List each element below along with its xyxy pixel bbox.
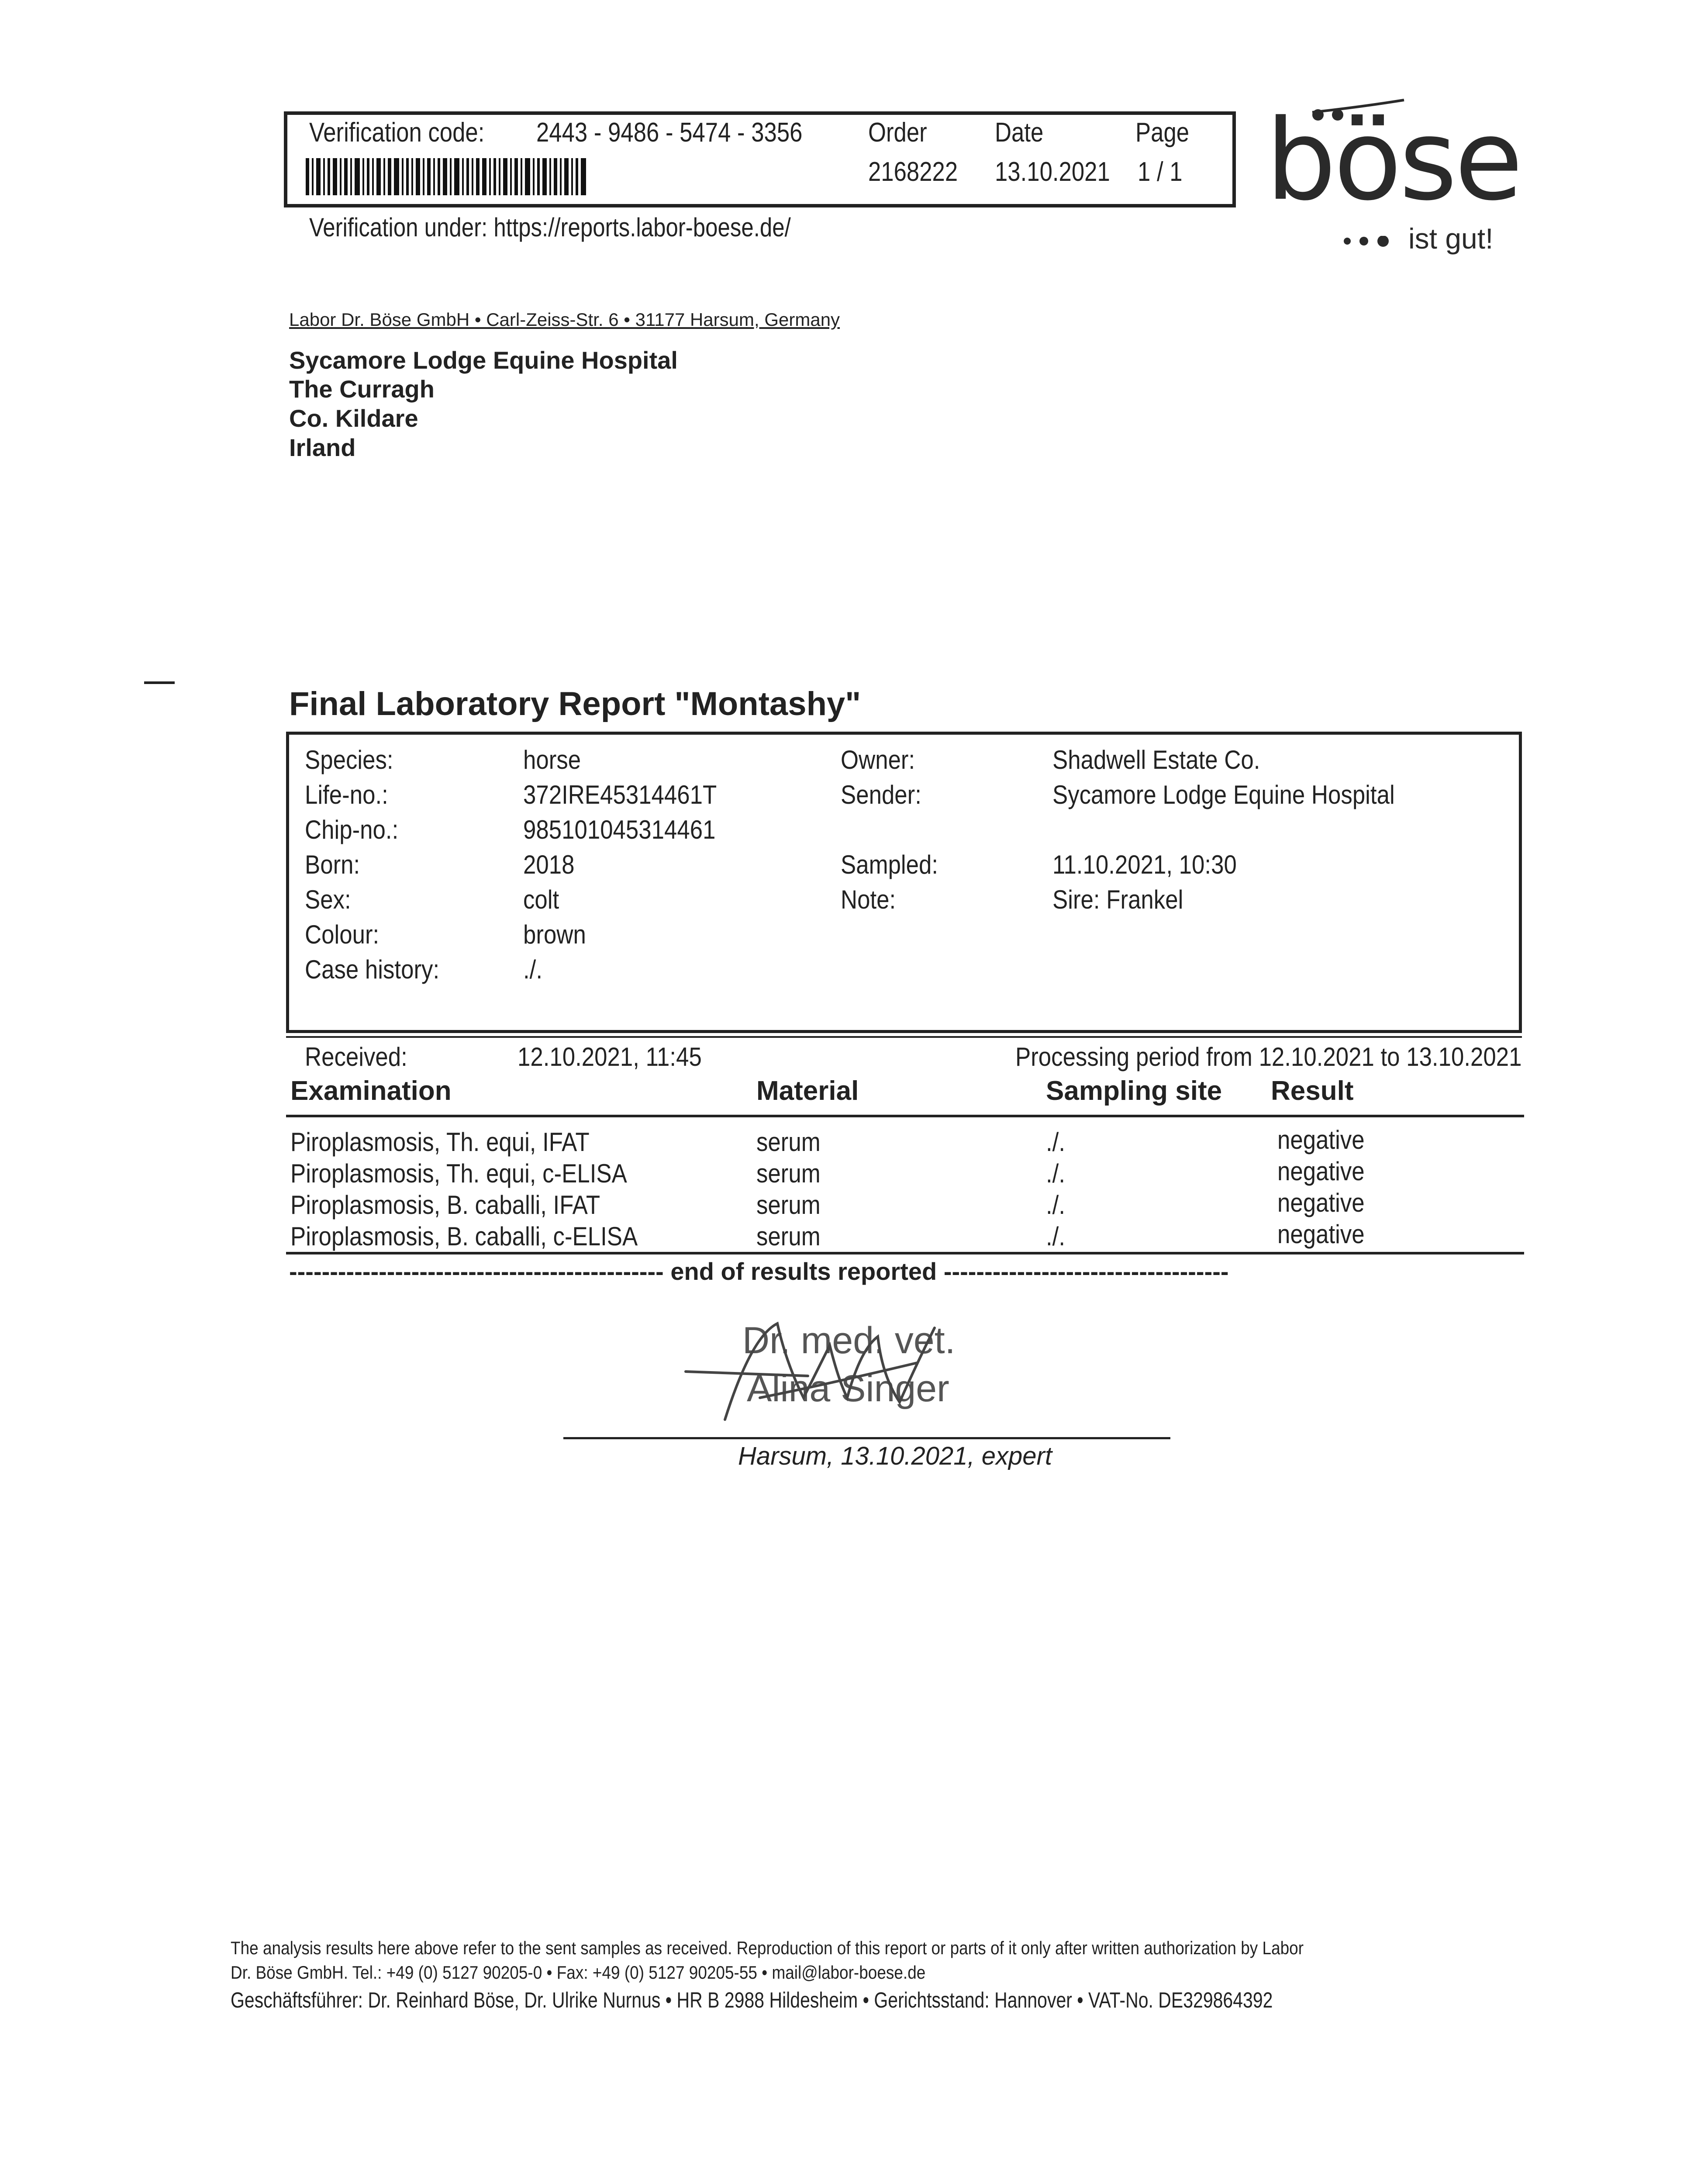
- sender-label: Sender:: [841, 780, 921, 809]
- born-value: 2018: [523, 850, 575, 879]
- footer-line-1: The analysis results here above refer to the sent samples as received. Reproduction of this report or parts of it only after written authorization by Labor: [231, 1938, 1304, 1958]
- species-value: horse: [523, 745, 581, 774]
- note-value: Sire: Frankel: [1052, 885, 1183, 914]
- report-title: Final Laboratory Report "Montashy": [289, 685, 861, 722]
- logo-tagline: ist gut!: [1408, 222, 1494, 255]
- table-cell-material: serum: [756, 1222, 821, 1251]
- signature-line: [563, 1437, 1170, 1439]
- recipient-line-2: The Curragh: [289, 375, 435, 403]
- owner-value: Shadwell Estate Co.: [1052, 745, 1260, 774]
- table-cell-material: serum: [756, 1127, 821, 1157]
- case-history-value: ./.: [523, 955, 543, 984]
- col-examination: Examination: [290, 1076, 452, 1106]
- note-label: Note:: [841, 885, 896, 914]
- table-cell-material: serum: [756, 1159, 821, 1188]
- page-label: Page: [1135, 117, 1190, 148]
- page-value: 1 / 1: [1138, 157, 1183, 187]
- footer-line-3: Geschäftsführer: Dr. Reinhard Böse, Dr. Ulrike Nurnus • HR B 2988 Hildesheim • Gerichtsstand: Hannover • VAT-No. DE329864392: [231, 1988, 1273, 2012]
- table-cell-result: negative: [1277, 1188, 1365, 1217]
- table-cell-result: negative: [1277, 1220, 1365, 1249]
- sampled-value: 11.10.2021, 10:30: [1052, 850, 1237, 879]
- processing-period: Processing period from 12.10.2021 to 13.10.2021: [1015, 1042, 1522, 1071]
- col-sampling-site: Sampling site: [1046, 1076, 1222, 1106]
- sex-value: colt: [523, 885, 559, 914]
- sender-address-line: Labor Dr. Böse GmbH • Carl-Zeiss-Str. 6 • 31177 Harsum, Germany: [289, 309, 840, 330]
- colour-label: Colour:: [305, 920, 379, 949]
- order-value: 2168222: [868, 157, 958, 187]
- end-of-results: ---------------------------------------------- end of results reported -----------------------------------: [289, 1258, 1229, 1285]
- logo-wordmark: böse: [1266, 96, 1521, 225]
- fold-mark: [144, 681, 175, 684]
- order-label: Order: [868, 117, 927, 148]
- sex-label: Sex:: [305, 885, 351, 914]
- animal-info-box: [286, 732, 1522, 1033]
- table-cell-result: negative: [1277, 1157, 1365, 1186]
- life-no-value: 372IRE45314461T: [523, 780, 717, 809]
- table-cell-material: serum: [756, 1190, 821, 1220]
- life-no-label: Life-no.:: [305, 780, 388, 809]
- table-header-rule: [286, 1115, 1524, 1117]
- table-cell-site: ./.: [1046, 1159, 1066, 1188]
- footer-line-2: Dr. Böse GmbH. Tel.: +49 (0) 5127 90205-0 • Fax: +49 (0) 5127 90205-55 • mail@labor-boese.de: [231, 1962, 926, 1983]
- barcode: [306, 158, 611, 195]
- table-row: Piroplasmosis, Th. equi, IFAT: [290, 1127, 590, 1157]
- verification-url: Verification under: https://reports.labor-boese.de/: [309, 213, 791, 242]
- table-bottom-rule: [286, 1252, 1524, 1254]
- received-value: 12.10.2021, 11:45: [517, 1042, 702, 1071]
- date-label: Date: [995, 117, 1044, 148]
- handwritten-signature: [673, 1310, 1004, 1428]
- table-cell-site: ./.: [1046, 1127, 1066, 1157]
- sampled-label: Sampled:: [841, 850, 938, 879]
- signature-stamp-line2: Alina Singer: [747, 1368, 949, 1410]
- tagline-dots: [1343, 236, 1400, 251]
- table-cell-result: negative: [1277, 1125, 1365, 1154]
- col-material: Material: [756, 1076, 859, 1106]
- recipient-line-3: Co. Kildare: [289, 404, 418, 432]
- col-result: Result: [1271, 1076, 1354, 1106]
- chip-no-value: 985101045314461: [523, 815, 716, 844]
- table-row: Piroplasmosis, B. caballi, c-ELISA: [290, 1222, 638, 1251]
- verification-label: Verification code:: [309, 117, 485, 148]
- chip-no-label: Chip-no.:: [305, 815, 399, 844]
- owner-label: Owner:: [841, 745, 915, 774]
- table-row: Piroplasmosis, B. caballi, IFAT: [290, 1190, 600, 1220]
- recipient-line-1: Sycamore Lodge Equine Hospital: [289, 346, 678, 374]
- table-cell-site: ./.: [1046, 1190, 1066, 1220]
- colour-value: brown: [523, 920, 586, 949]
- table-row: Piroplasmosis, Th. equi, c-ELISA: [290, 1159, 627, 1188]
- sender-value: Sycamore Lodge Equine Hospital: [1052, 780, 1395, 809]
- species-label: Species:: [305, 745, 393, 774]
- received-rule: [286, 1036, 1522, 1038]
- case-history-label: Case history:: [305, 955, 440, 984]
- verification-code: 2443 - 9486 - 5474 - 3356: [536, 117, 803, 148]
- signature-stamp-line1: Dr. med. vet.: [742, 1320, 956, 1362]
- recipient-line-4: Irland: [289, 434, 356, 461]
- born-label: Born:: [305, 850, 360, 879]
- signature-caption: Harsum, 13.10.2021, expert: [738, 1442, 1052, 1470]
- table-cell-site: ./.: [1046, 1222, 1066, 1251]
- received-label: Received:: [305, 1042, 407, 1071]
- date-value: 13.10.2021: [995, 157, 1110, 187]
